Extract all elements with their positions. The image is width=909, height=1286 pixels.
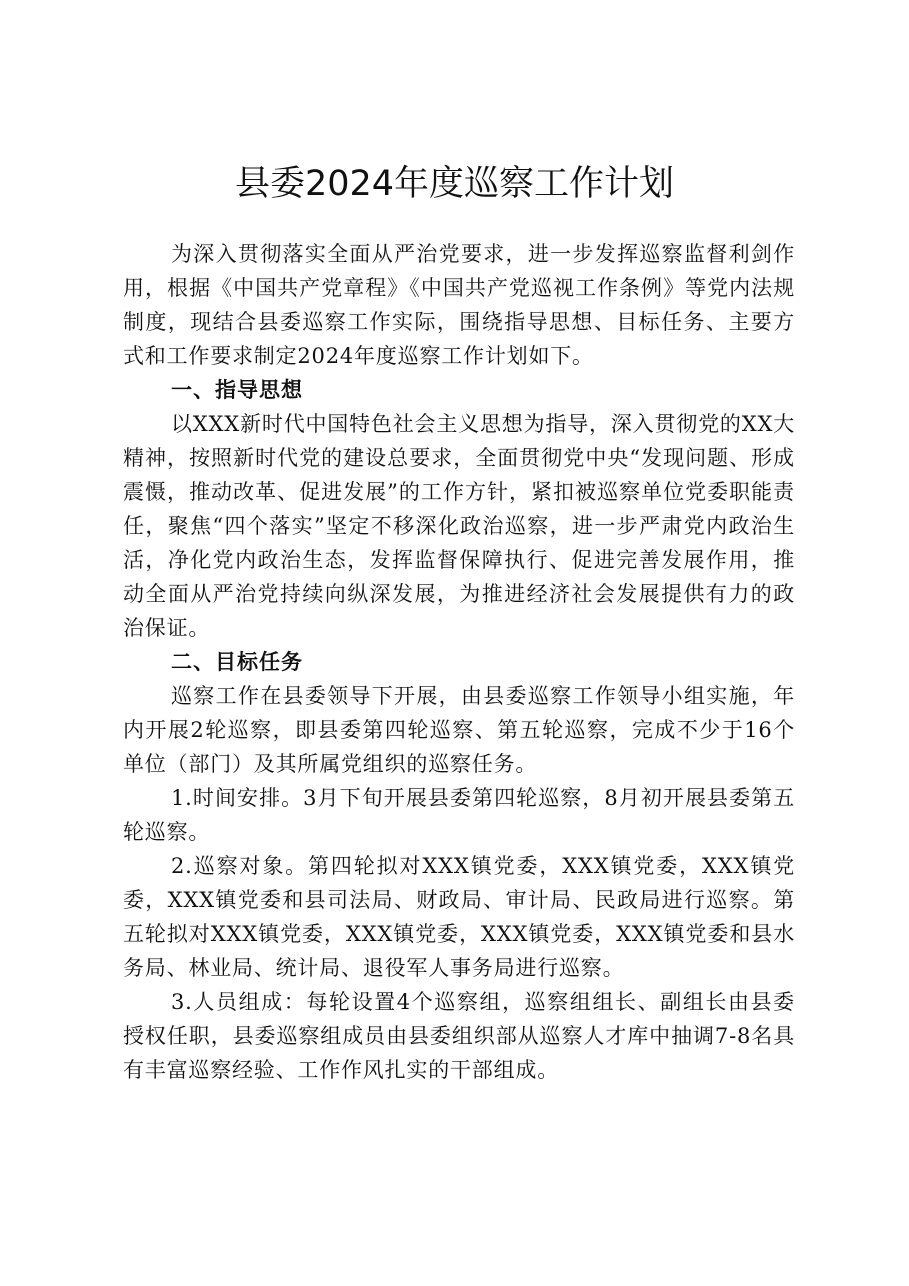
guiding-ideology-paragraph: 以XXX新时代中国特色社会主义思想为指导，深入贯彻党的XX大精神，按照新时代党的建设总要求，全面贯彻党中央“发现问题、形成震慑，推动改革、促进发展”的工作方针，紧扣被巡察单位党委职能责任，聚焦“四个落实”坚定不移深化政治巡察，进一步严肃党内政治生活，净化党内政治生态，发挥监督保障执行、促进完善发展作用，推动全面从严治党持续向纵深发展，为推进经济社会发展提供有力的政治保证。: [123, 412, 795, 640]
section-heading-guiding-ideology: 一、指导思想: [171, 378, 303, 402]
personnel-paragraph: 3.人员组成：每轮设置4个巡察组，巡察组组长、副组长由县委授权任职，县委巡察组成员由县委组织部从巡察人才库中抽调7-8名具有丰富巡察经验、工作作风扎实的干部组成。: [123, 990, 795, 1082]
objectives-paragraph: 巡察工作在县委领导下开展，由县委巡察工作领导小组实施，年内开展2轮巡察，即县委第四轮巡察、第五轮巡察，完成不少于16个单位（部门）及其所属党组织的巡察任务。: [123, 684, 795, 776]
schedule-paragraph: 1.时间安排。3月下旬开展县委第四轮巡察，8月初开展县委第五轮巡察。: [123, 786, 795, 844]
section-heading-objectives: 二、目标任务: [171, 650, 303, 674]
document-title: 县委2024年度巡察工作计划: [234, 164, 675, 204]
intro-paragraph: 为深入贯彻落实全面从严治党要求，进一步发挥巡察监督利剑作用，根据《中国共产党章程》《中国共产党巡视工作条例》等党内法规制度，现结合县委巡察工作实际，围绕指导思想、目标任务、主要方式和工作要求制定2024年度巡察工作计划如下。: [123, 242, 795, 368]
inspection-targets-paragraph: 2.巡察对象。第四轮拟对XXX镇党委，XXX镇党委，XXX镇党委，XXX镇党委和县司法局、财政局、审计局、民政局进行巡察。第五轮拟对XXX镇党委，XXX镇党委，XXX镇党委，XXX镇党委和县水务局、林业局、统计局、退役军人事务局进行巡察。: [123, 854, 795, 980]
document-body: [123, 237, 795, 1087]
